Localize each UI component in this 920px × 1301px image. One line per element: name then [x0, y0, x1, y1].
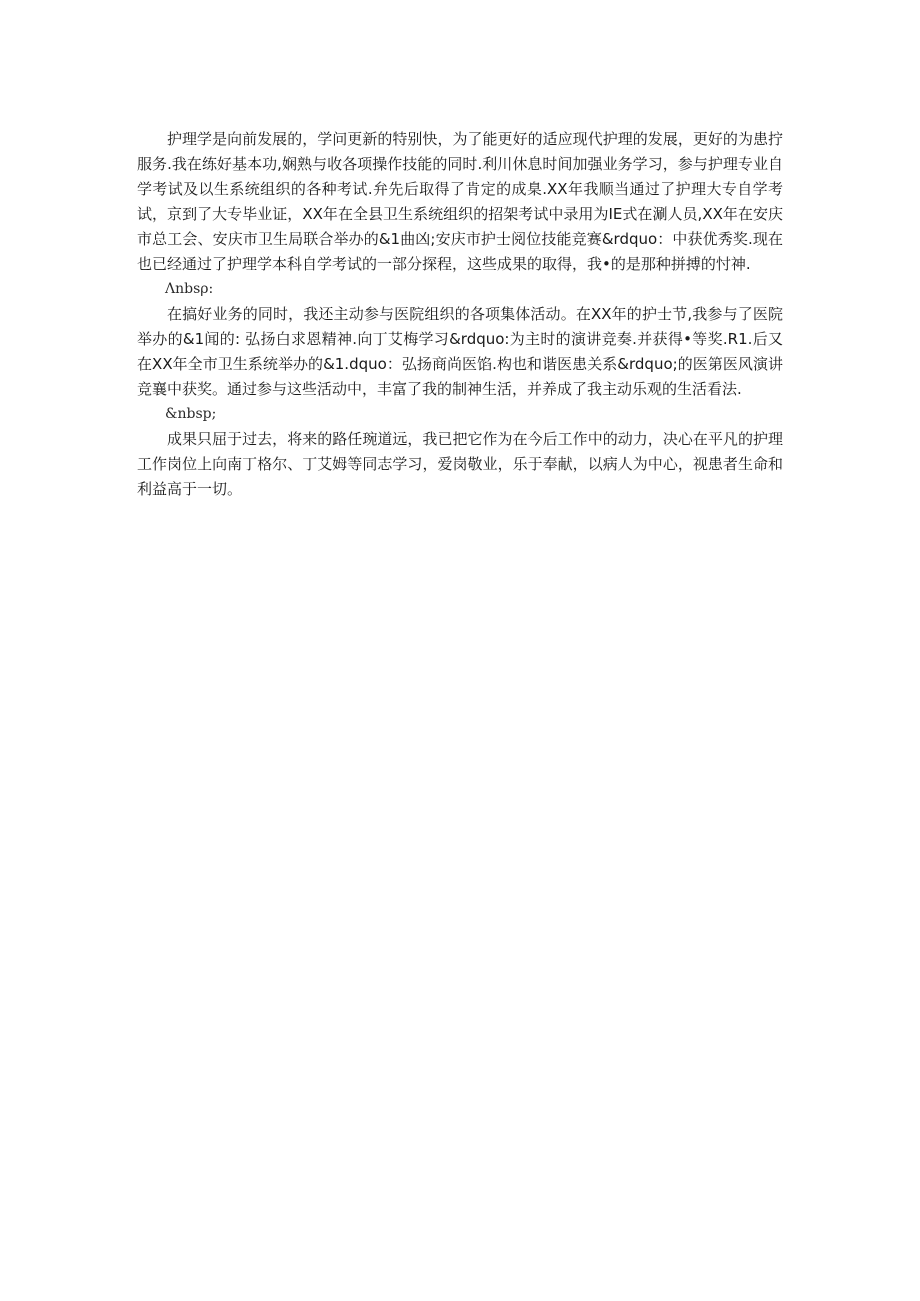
paragraph-collective-activities: 在搞好业务的同时，我还主动参与医院组织的各项集体活动。在XX年的护士节,我参与了医院举办的&1闻的: 弘扬白求恩精神.向丁艾梅学习&rdquo:为主时的演讲竞奏.并获得•等奖.R1.后又在XX年全市卫生系统举办的&1.dquo：弘扬商尚医馅.构也和谐医患关系&rdquo;的医第医风演讲竞襄中获奖。通过参与这些活动中，丰富了我的制神生活，并养成了我主动乐观的生活看法.	[137, 305, 783, 398]
document-body	[137, 127, 783, 502]
paragraph-nbsp-artifact: Λnbsρ:	[165, 281, 214, 297]
paragraph-professional-study: 护理学是向前发展的，学问更新的特别快，为了能更好的适应现代护理的发展，更好的为患拧服务.我在练好基本功,娴熟与收各项操作技能的同时.利川休息时间加强业务学习，参与护理专业自学考试及以生系统组织的各种考试.弁先后取得了肯定的成臬.XX年我顺当通过了护理大专自学考试，京到了大专毕业证，XX年在全县卫生系统组织的招架考试中录用为IE式在涮人员,XX年在安庆市总工会、安庆市卫生局联合举办的&1曲凶;安庆市护士阅位技能竞赛&rdquo：中获优秀奖.现在也已经通过了护理学本科自学考试的一部分探程，这些成果的取得，我•的是那种拼搏的忖神.	[137, 130, 783, 273]
paragraph-nbsp-entity: &nbsp;	[165, 406, 217, 422]
paragraph-conclusion: 成果只屈于过去，将来的路任琬道远，我已把它作为在今后工作中的动力，决心在平凡的护理工作岗位上向南丁格尔、丁艾姆等同志学习，爱岗敬业，乐于奉献，以病人为中心，视患者生命和利益高于一切。	[137, 430, 783, 498]
